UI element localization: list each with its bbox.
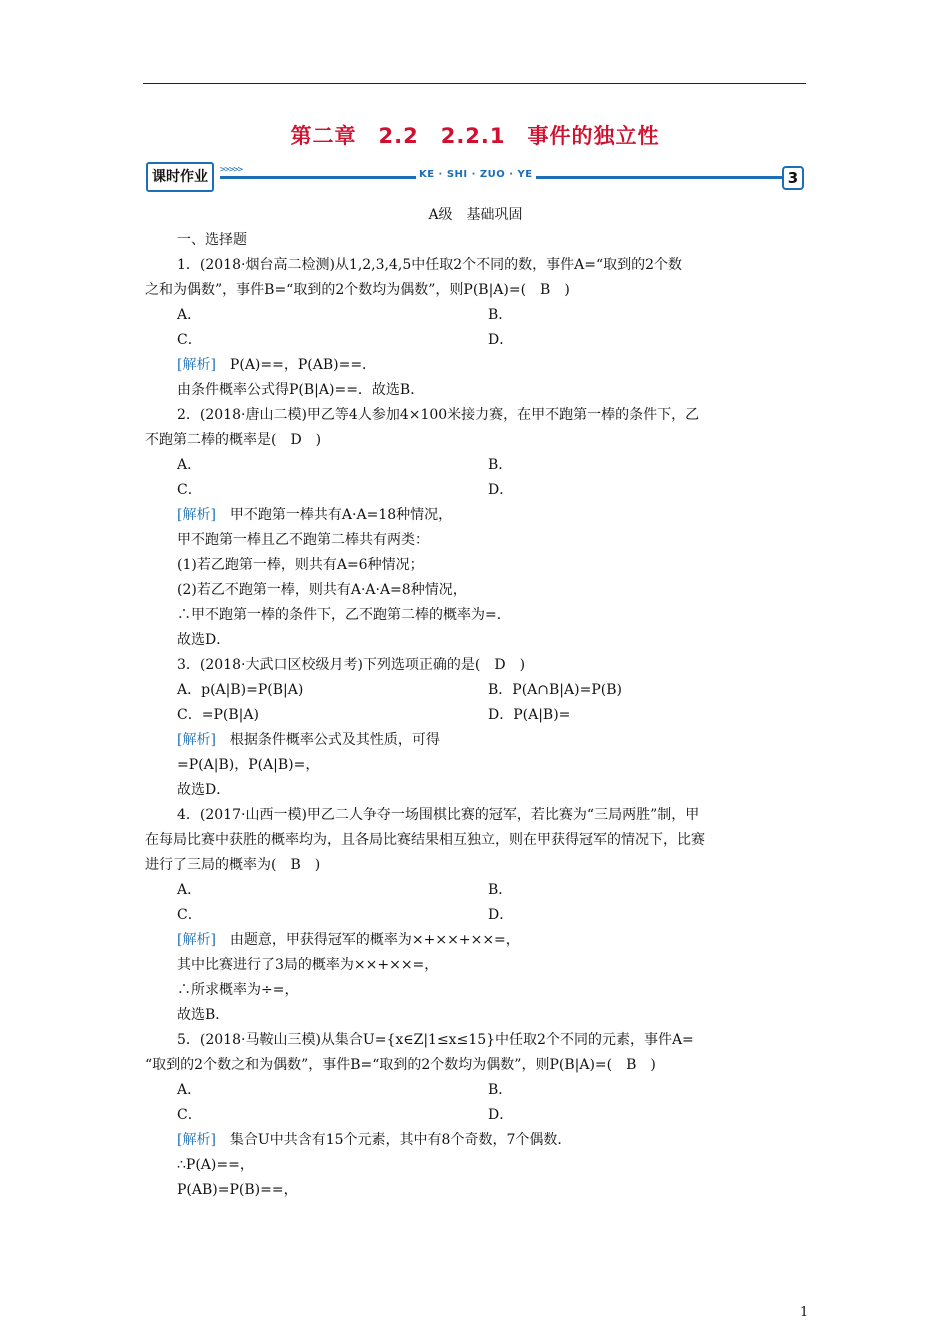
q4-option-d: D． [488,907,514,923]
q2-options-cd [145,478,806,503]
q1-line2: 之和为偶数”，事件B=“取到的2个数均为偶数”，则P(B|A)=( B ) [145,282,570,298]
section-heading: A级 基础巩固 [428,207,523,223]
q4-solution-1 [145,928,806,953]
q1-solution-1 [145,353,806,378]
q5-solution-1 [145,1128,806,1153]
q2-analysis-tag: [解析] [177,507,216,523]
homework-banner [146,160,806,192]
q3-option-b: B．P(A∩B|A)=P(B) [488,682,622,698]
banner-arrows: >>>>> [220,165,243,175]
q2-line1: 2．(2018·唐山二模)甲乙等4人参加4×100米接力赛，在甲不跑第一棒的条件下，乙 [177,407,700,423]
banner-pinyin: KE · SHI · ZUO · YE [416,169,536,180]
q3-line1: 3．(2018·大武口区校级月考)下列选项正确的是( D ) [177,657,526,673]
q2-solution-1-text: 甲不跑第一棒共有A·A=18种情况， [215,507,453,523]
page-title: 第二章 2.2 2.2.1 事件的独立性 [290,124,660,148]
q3-option-a: A．p(A|B)=P(B|A) [177,682,304,698]
q5-solution-2: ∴P(A)==， [177,1157,254,1173]
q4-line3: 进行了三局的概率为( B ) [145,857,321,873]
q5-option-b: B． [488,1082,513,1098]
banner-number: 3 [782,166,804,190]
document-body [145,203,806,1203]
q1-solution-2: 由条件概率公式得P(B|A)==．故选B． [177,382,425,398]
q1-option-d: D． [488,332,514,348]
q3-option-d: D．P(A|B)= [488,707,571,723]
q2-options-ab [145,453,806,478]
q4-solution-3: ∴所求概率为÷=， [177,982,299,998]
q1-option-c: C． [177,332,202,348]
q4-options-ab [145,878,806,903]
q2-line2: 不跑第二棒的概率是( D ) [145,432,322,448]
q2-solution-5: ∴甲不跑第一棒的条件下，乙不跑第二棒的概率为=． [177,607,511,623]
q3-options-ab [145,678,806,703]
q2-solution-1 [145,503,806,528]
q5-line2: “取到的2个数之和为偶数”，事件B=“取到的2个数均为偶数”，则P(B|A)=( B ) [145,1057,656,1073]
q2-option-a: A． [177,457,202,473]
q5-analysis-tag: [解析] [177,1132,216,1148]
q5-option-d: D． [488,1107,514,1123]
banner-label: 课时作业 [146,162,214,192]
part-heading: 一、选择题 [177,232,247,248]
page-number: 1 [800,1305,809,1320]
q4-analysis-tag: [解析] [177,932,216,948]
q1-line1: 1．(2018·烟台高二检测)从1,2,3,4,5中任取2个不同的数，事件A=“取到的2个数 [177,257,683,273]
q1-solution-1-text: P(A)==，P(AB)==． [215,357,377,373]
q3-solution-3: 故选D． [177,782,231,798]
q3-option-c: C．=P(B|A) [177,707,259,723]
q4-solution-4: 故选B． [177,1007,230,1023]
q4-option-b: B． [488,882,513,898]
q5-solution-1-text: 集合U中共含有15个元素，其中有8个奇数，7个偶数． [215,1132,572,1148]
q5-line1: 5．(2018·马鞍山三模)从集合U={x∈Z|1≤x≤15}中任取2个不同的元素，事件A= [177,1032,694,1048]
header-rule [143,83,806,84]
q2-option-b: B． [488,457,513,473]
q4-solution-1-text: 由题意，甲获得冠军的概率为×+××+××=， [215,932,520,948]
q5-solution-3: P(AB)=P(B)==， [177,1182,298,1198]
q1-options-cd [145,328,806,353]
q1-option-b: B． [488,307,513,323]
q5-option-c: C． [177,1107,202,1123]
q3-options-cd [145,703,806,728]
q4-option-a: A． [177,882,202,898]
q3-solution-1-text: 根据条件概率公式及其性质，可得 [215,732,440,748]
q2-solution-2: 甲不跑第一棒且乙不跑第二棒共有两类： [177,532,429,548]
q2-solution-6: 故选D． [177,632,231,648]
q4-line1: 4．(2017·山西一模)甲乙二人争夺一场围棋比赛的冠军，若比赛为“三局两胜”制，甲 [177,807,700,823]
q3-solution-1 [145,728,806,753]
q2-solution-4: (2)若乙不跑第一棒，则共有A·A·A=8种情况， [177,582,467,598]
q3-analysis-tag: [解析] [177,732,216,748]
q4-option-c: C． [177,907,202,923]
q4-line2: 在每局比赛中获胜的概率均为，且各局比赛结果相互独立，则在甲获得冠军的情况下，比赛 [145,832,705,848]
q2-option-d: D． [488,482,514,498]
q2-solution-3: (1)若乙跑第一棒，则共有A=6种情况； [177,557,424,573]
q4-options-cd [145,903,806,928]
q3-solution-2: =P(A|B)，P(A|B)=， [177,757,320,773]
q5-options-ab [145,1078,806,1103]
q4-solution-2: 其中比赛进行了3局的概率为××+××=， [177,957,439,973]
q1-options-ab [145,303,806,328]
q1-option-a: A． [177,307,202,323]
q2-option-c: C． [177,482,202,498]
q5-option-a: A． [177,1082,202,1098]
q1-analysis-tag: [解析] [177,357,216,373]
q5-options-cd [145,1103,806,1128]
